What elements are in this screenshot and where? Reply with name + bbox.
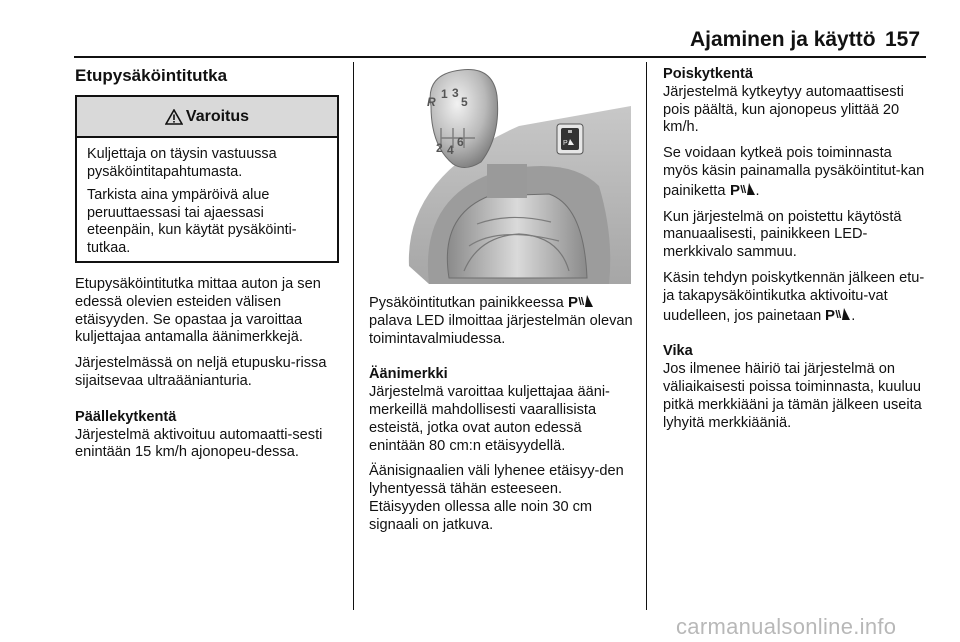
gear-label: 2: [436, 141, 443, 155]
warning-body: [77, 138, 337, 257]
paragraph: [369, 293, 637, 348]
svg-text:P: P: [563, 140, 568, 147]
gear-label: 4: [447, 143, 454, 157]
header-title: Ajaminen ja käyttö: [690, 28, 876, 51]
paragraph-text: Pysäköintitutkan painikkeessa: [369, 295, 564, 311]
subheading: Vika: [663, 343, 693, 360]
paragraph-text: palava LED ilmoittaa järjestelmän olevan toimintavalmiudessa.: [369, 312, 633, 347]
paragraph: Äänisignaalien väli lyhenee etäisyy-den lyhentyessä tähän esteeseen. Etäisyyden ollessa alle noin 30 cm signaali on jatkuva.: [369, 463, 624, 533]
paragraph: Järjestelmässä on neljä etupusku-rissa sijaitsevaa ultraäänianturia.: [75, 355, 327, 389]
gear-label: 6: [457, 135, 464, 149]
warning-paragraph: Kuljettaja on täysin vastuussa pysäköintitapahtumasta.: [87, 146, 277, 180]
watermark: carmanualsonline.info: [676, 614, 897, 639]
paragraph: Järjestelmä aktivoituu automaatti-sesti enintään 15 km/h ajonopeu-dessa.: [75, 426, 323, 461]
paragraph: [663, 270, 927, 325]
warning-paragraph: Tarkista aina ympäröivä alue peruuttaessasi tai ajaessasi eteenpäin, kun käytät pysäköinti-tutkaa.: [87, 187, 297, 256]
subheading: Päällekytkentä: [75, 408, 177, 425]
column-divider: [646, 62, 647, 610]
gear-label: R: [427, 95, 436, 109]
paragraph-text: Se voidaan kytkeä pois toiminnasta myös käsin painamalla pysäköintitut-kan painiketta: [663, 145, 925, 199]
warning-header: [77, 97, 337, 138]
column-divider: [353, 62, 354, 610]
paragraph: Etupysäköintitutka mittaa auton ja sen edessä olevien esteiden välisen etäisyyden. Se opastaa ja varoittaa kuljettajaa antamalla äänimerkkejä.: [75, 276, 321, 346]
gear-label: 5: [461, 95, 468, 109]
gear-knob-figure: [369, 66, 631, 284]
column-3: [663, 66, 927, 440]
gear-label: 3: [452, 86, 459, 100]
paragraph: Järjestelmä varoittaa kuljettajaa ääni-merkeillä mahdollisesti vaarallisista esteistä, jotka ovat auton edessä enintään 80 cm:n etäisyydellä.: [369, 384, 610, 454]
parking-sensor-icon: [825, 306, 851, 322]
parking-sensor-icon: [730, 181, 756, 197]
header-rule: [74, 56, 926, 58]
page-number: 157: [885, 28, 921, 51]
column-2: [369, 293, 637, 543]
paragraph: [663, 145, 927, 200]
subheading: Poiskytkentä: [663, 66, 754, 82]
gear-knob-illustration: [369, 66, 631, 284]
parking-sensor-button: [557, 124, 583, 154]
paragraph: Kun järjestelmä on poistettu käytöstä manuaalisesti, painikkeen LED-merkkivalo sammuu.: [663, 208, 902, 261]
section-title: Etupysäköintitutka: [75, 66, 228, 85]
paragraph-text: .: [851, 307, 856, 324]
subheading: Äänimerkki: [369, 366, 448, 383]
warning-title: Varoitus: [185, 107, 250, 125]
paragraph: Järjestelmä kytkeytyy automaattisesti pois päältä, kun ajonopeus ylittää 20 km/h.: [663, 83, 904, 136]
paragraph: Jos ilmenee häiriö tai järjestelmä on väliaikaisesti poissa toiminnasta, kuuluu pitkä merkkiääni ja tämän jälkeen useita lyhyitä merkkiääniä.: [663, 361, 922, 431]
paragraph-text: Käsin tehdyn poiskytkennän jälkeen etu- ja takapysäköintikutka aktivoitu-vat uudelleen, jos painetaan: [663, 269, 925, 324]
warning-triangle-icon: [165, 109, 183, 125]
column-1: [75, 276, 343, 470]
gear-label: 1: [441, 87, 448, 101]
warning-box: [75, 95, 339, 263]
parking-sensor-icon: [568, 293, 594, 309]
paragraph-text: .: [755, 182, 760, 199]
